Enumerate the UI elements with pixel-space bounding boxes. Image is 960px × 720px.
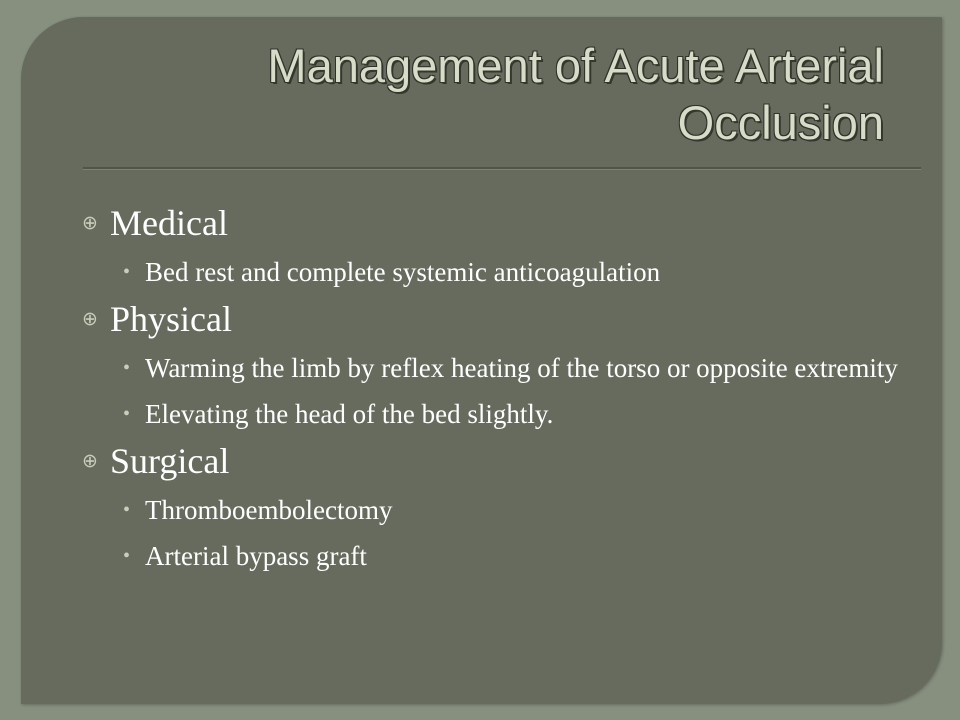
content-panel [21,17,942,704]
list-item [123,252,919,292]
list-item-text: Bed rest and complete systemic anticoagulation [145,257,661,287]
circled-plus-icon: ⊕ [82,212,98,234]
list-item-text: Elevating the head of the bed slightly. [145,399,554,429]
list-item [123,394,919,434]
bullet-dot-icon: • [123,357,131,379]
list-item [123,536,919,576]
bullet-dot-icon: • [123,499,131,521]
section-heading-text: Physical [110,299,232,339]
item-list [79,252,919,292]
item-list [79,490,919,576]
list-item [123,348,919,388]
list-item-text: Warming the limb by reflex heating of the torso or opposite extremity [145,353,898,383]
bullet-dot-icon: • [123,403,131,425]
list-item-text: Arterial bypass graft [145,541,367,571]
section-medical [79,201,919,292]
circled-plus-icon: ⊕ [82,450,98,472]
list-item-text: Thromboembolectomy [145,495,393,525]
section-heading [79,201,919,245]
section-heading-text: Medical [110,203,228,243]
bullet-dot-icon: • [123,261,131,283]
item-list [79,348,919,434]
bullet-dot-icon: • [123,545,131,567]
section-heading [79,297,919,341]
slide-title: Management of Acute Arterial Occlusion [267,39,884,149]
slide-body [79,201,919,576]
section-heading-text: Surgical [110,441,230,481]
title-divider [83,167,921,170]
list-item [123,490,919,530]
section-heading [79,439,919,483]
section-surgical [79,439,919,576]
section-physical [79,297,919,434]
circled-plus-icon: ⊕ [82,308,98,330]
